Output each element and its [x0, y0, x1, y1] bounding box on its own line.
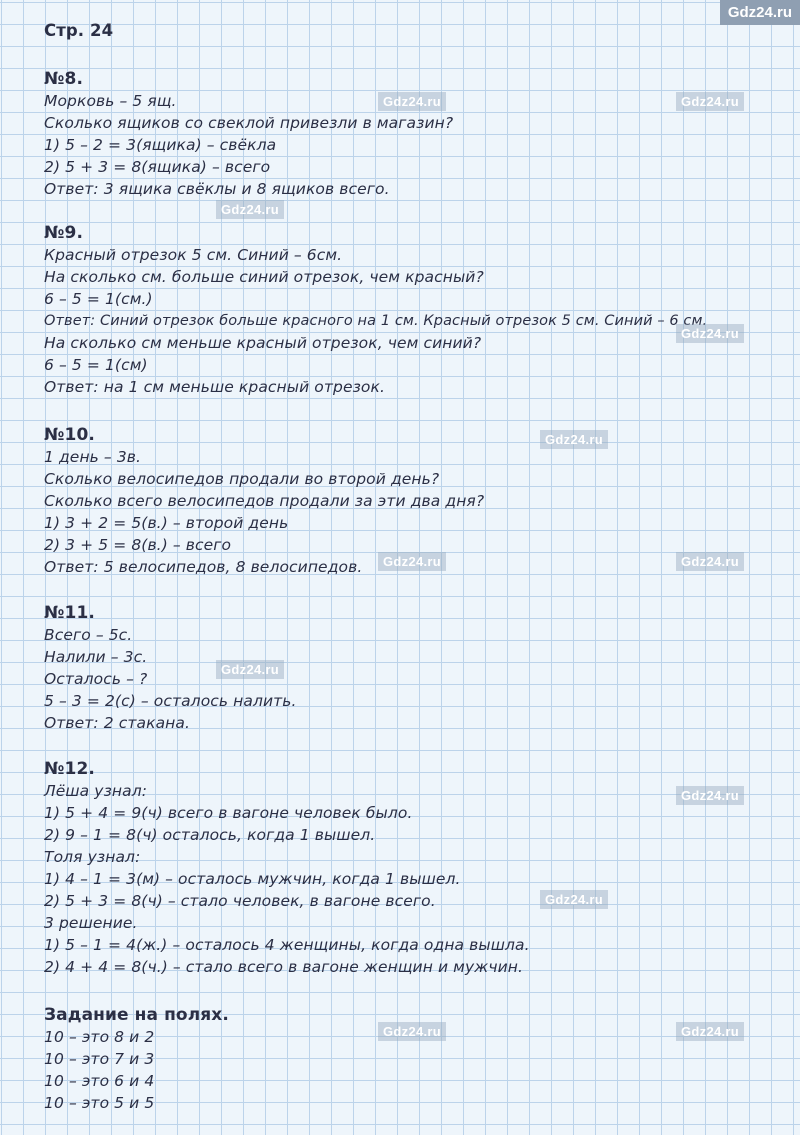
task-11-line: 5 – 3 = 2(с) – осталось налить. — [44, 692, 297, 710]
task-10-line: 1 день – 3в. — [44, 448, 142, 466]
task-12-line: 2) 4 + 4 = 8(ч.) – стало всего в вагоне женщин и мужчин. — [44, 958, 524, 976]
task-9-line: 6 – 5 = 1(см.) — [44, 290, 153, 308]
task-9-answer: Ответ: Синий отрезок больше красного на 1 см. Красный отрезок 5 см. Синий – 6 см. — [44, 313, 708, 329]
watermark: Gdz24.ru — [676, 324, 744, 343]
watermark: Gdz24.ru — [676, 92, 744, 111]
task-9-line: На сколько см. больше синий отрезок, чем красный? — [44, 268, 484, 286]
site-watermark-corner: Gdz24.ru — [720, 0, 800, 25]
margin-task-line: 10 – это 5 и 5 — [44, 1094, 155, 1112]
task-12-title: №12. — [44, 759, 95, 779]
watermark: Gdz24.ru — [378, 1022, 446, 1041]
task-10-line: 1) 3 + 2 = 5(в.) – второй день — [44, 514, 289, 532]
task-9-answer: Ответ: на 1 см меньше красный отрезок. — [44, 378, 386, 396]
task-10-line: Сколько велосипедов продали во второй день? — [44, 470, 440, 488]
task-9-line: На сколько см меньше красный отрезок, чем синий? — [44, 334, 482, 352]
task-9-line: 6 – 5 = 1(см) — [44, 356, 148, 374]
task-10-title: №10. — [44, 425, 95, 445]
task-10-line: Сколько всего велосипедов продали за эти два дня? — [44, 492, 485, 510]
task-9-title: №9. — [44, 223, 84, 243]
task-12-line: 1) 5 – 1 = 4(ж.) – осталось 4 женщины, когда одна вышла. — [44, 936, 530, 954]
task-8-line: Морковь – 5 ящ. — [44, 92, 177, 110]
task-8-line: 2) 5 + 3 = 8(ящика) – всего — [44, 158, 271, 176]
watermark: Gdz24.ru — [216, 200, 284, 219]
margin-task-line: 10 – это 7 и 3 — [44, 1050, 155, 1068]
task-12-line: 1) 4 – 1 = 3(м) – осталось мужчин, когда 1 вышел. — [44, 870, 461, 888]
watermark: Gdz24.ru — [676, 552, 744, 571]
margin-task-line: 10 – это 6 и 4 — [44, 1072, 155, 1090]
task-8-line: Сколько ящиков со свеклой привезли в магазин? — [44, 114, 454, 132]
task-11-answer: Ответ: 2 стакана. — [44, 714, 191, 732]
task-12-line: 2) 5 + 3 = 8(ч) – стало человек, в вагоне всего. — [44, 892, 436, 910]
watermark: Gdz24.ru — [540, 890, 608, 909]
watermark: Gdz24.ru — [676, 786, 744, 805]
task-11-line: Всего – 5с. — [44, 626, 133, 644]
task-12-line: 1) 5 + 4 = 9(ч) всего в вагоне человек было. — [44, 804, 413, 822]
task-10-answer: Ответ: 5 велосипедов, 8 велосипедов. — [44, 558, 363, 576]
task-12-line: Толя узнал: — [44, 848, 141, 866]
watermark: Gdz24.ru — [216, 660, 284, 679]
watermark: Gdz24.ru — [540, 430, 608, 449]
task-11-line: Осталось – ? — [44, 670, 148, 688]
task-8-line: 1) 5 – 2 = 3(ящика) – свёкла — [44, 136, 277, 154]
task-8-answer: Ответ: 3 ящика свёклы и 8 ящиков всего. — [44, 180, 390, 198]
task-11-title: №11. — [44, 603, 95, 623]
margin-task-title: Задание на полях. — [44, 1005, 229, 1025]
task-10-line: 2) 3 + 5 = 8(в.) – всего — [44, 536, 232, 554]
task-11-line: Налили – 3с. — [44, 648, 148, 666]
watermark: Gdz24.ru — [676, 1022, 744, 1041]
page-label: Стр. 24 — [44, 21, 114, 40]
watermark: Gdz24.ru — [378, 552, 446, 571]
task-9-line: Красный отрезок 5 см. Синий – 6см. — [44, 246, 343, 264]
task-12-line: 2) 9 – 1 = 8(ч) осталось, когда 1 вышел. — [44, 826, 376, 844]
margin-task-line: 10 – это 8 и 2 — [44, 1028, 155, 1046]
task-12-line: Лёша узнал: — [44, 782, 148, 800]
watermark: Gdz24.ru — [378, 92, 446, 111]
task-12-line: 3 решение. — [44, 914, 138, 932]
task-8-title: №8. — [44, 69, 84, 89]
